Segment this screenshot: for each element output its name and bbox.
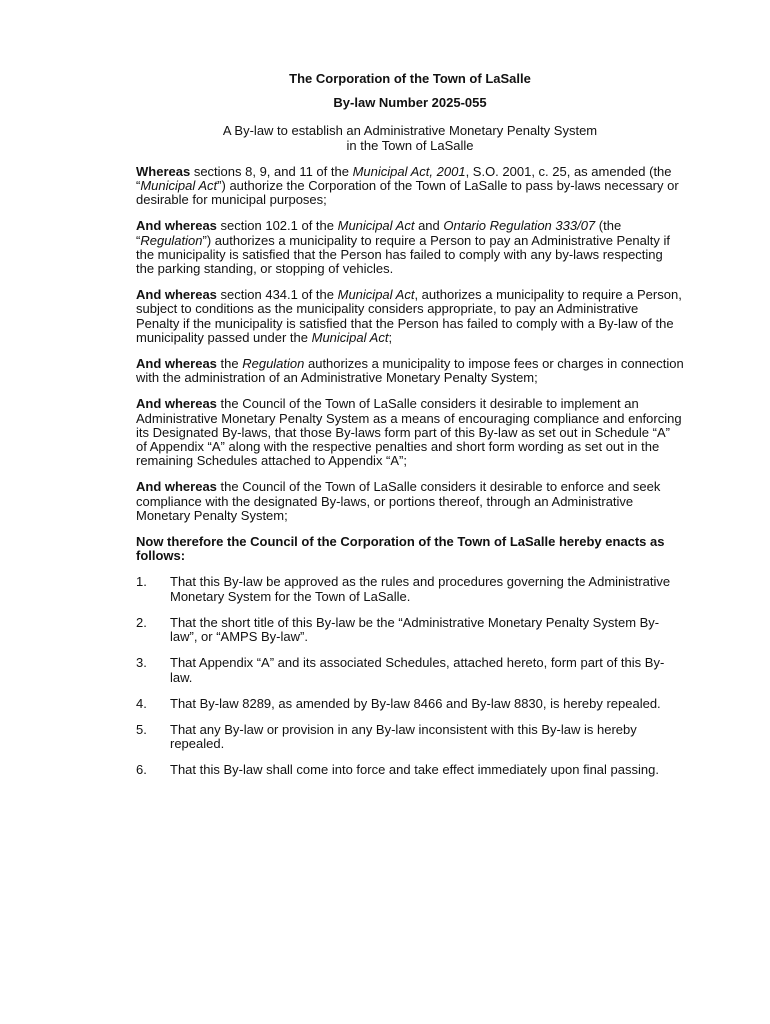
recital-lead: And whereas xyxy=(136,356,217,372)
recital-text: the Council of the Town of LaSalle considers it desirable to implement an Administrative Monetary Penalty System as a means of encouraging compliance and enforcing its Designated By-laws, that those By-laws form part of this By-law as set out in Schedule “A” of Appendix “A” along with the respective penalties and short form wording as set out in the remaining Schedules attached to Appendix “A”; xyxy=(136,396,682,469)
clause-list xyxy=(136,575,684,777)
clause-text: That this By-law be approved as the rules and procedures governing the Administrative Monetary System for the Town of LaSalle. xyxy=(170,574,671,604)
recital-lead: And whereas xyxy=(136,287,217,303)
recital-text: ; xyxy=(388,329,393,345)
recital-text: the Council of the Town of LaSalle considers it desirable to enforce and seek compliance with the designated By-laws, or portions thereof, through an Administrative Monetary Penalty System; xyxy=(136,479,661,523)
recital-text: and xyxy=(414,218,444,234)
enacting-clause: Now therefore the Council of the Corporation of the Town of LaSalle hereby enacts as follows: xyxy=(136,534,665,564)
recital-paragraph xyxy=(136,357,684,385)
subtitle-line-1: A By-law to establish an Administrative Monetary Penalty System xyxy=(222,123,598,139)
clause-text: That the short title of this By-law be the “Administrative Monetary Penalty System By-law”, or “AMPS By-law”. xyxy=(170,614,660,645)
recital-lead: And whereas xyxy=(136,479,217,495)
clause-number: 5. xyxy=(136,721,147,737)
list-item xyxy=(136,575,684,603)
recital-text: section 434.1 of the xyxy=(216,287,338,303)
list-item xyxy=(136,763,684,777)
recital-italic: Municipal Act xyxy=(140,178,218,194)
recital-text: sections 8, 9, and 11 of the xyxy=(190,163,353,179)
document-title: The Corporation of the Town of LaSalle xyxy=(289,71,531,86)
recital-lead: And whereas xyxy=(136,218,217,234)
document-page xyxy=(136,72,684,790)
recital-text: ”) authorize the Corporation of the Town of LaSalle to pass by-laws necessary or desirable for municipal purposes; xyxy=(136,178,679,208)
recital-paragraph xyxy=(136,219,684,276)
recital-text: section 102.1 of the xyxy=(216,218,338,234)
recital-italic: Ontario Regulation 333/07 xyxy=(443,218,596,234)
clause-text: That Appendix “A” and its associated Schedules, attached hereto, form part of this By-law. xyxy=(170,655,665,685)
recital-paragraph xyxy=(136,397,684,468)
clause-text: That any By-law or provision in any By-law inconsistent with this By-law is hereby repealed. xyxy=(170,721,637,752)
recital-italic: Regulation xyxy=(242,356,305,372)
recital-italic: Regulation xyxy=(140,232,203,248)
list-item xyxy=(136,616,684,644)
recital-italic: Municipal Act xyxy=(337,287,415,303)
recital-italic: Municipal Act, 2001 xyxy=(352,163,466,179)
recital-lead: Whereas xyxy=(136,163,191,179)
recital-italic: Municipal Act xyxy=(311,329,389,345)
clause-text: That this By-law shall come into force and take effect immediately upon final passing. xyxy=(170,762,659,778)
bylaw-subtitle xyxy=(136,124,684,152)
recital-text: authorizes a municipality to impose fees or charges in connection with the administration of an Administrative Monetary Penalty System; xyxy=(136,356,684,386)
recital-text: , S.O. 2001, c. 25, as amended (the “ xyxy=(136,163,672,194)
recital-paragraph xyxy=(136,165,684,208)
clause-number: 2. xyxy=(136,614,147,630)
clause-text: That By-law 8289, as amended by By-law 8466 and By-law 8830, is hereby repealed. xyxy=(170,695,661,711)
clause-number: 6. xyxy=(136,762,147,778)
recital-italic: Municipal Act xyxy=(337,218,415,234)
recital-text: , authorizes a municipality to require a Person, subject to conditions as the municipality considers appropriate, to pay an Administrative Penalty if the municipality is satisfied that the Person has failed to comply with a By-law of the municipality passed under the xyxy=(136,287,682,345)
recital-paragraph xyxy=(136,288,684,345)
recital-text: ”) authorizes a municipality to require a Person to pay an Administrative Penalty if the municipality is satisfied that the Person has failed to comply with any by-laws respecting the parking standing, or stopping of vehicles. xyxy=(136,232,671,277)
recital-text: the xyxy=(216,356,243,372)
list-item xyxy=(136,656,684,684)
subtitle-line-2: in the Town of LaSalle xyxy=(346,137,474,153)
recital-paragraph xyxy=(136,480,684,523)
recital-lead: And whereas xyxy=(136,396,217,412)
list-item xyxy=(136,723,684,751)
clause-number: 4. xyxy=(136,695,147,711)
clause-number: 1. xyxy=(136,574,147,590)
bylaw-number: By-law Number 2025-055 xyxy=(333,95,487,111)
list-item xyxy=(136,697,684,711)
recital-text: (the “ xyxy=(136,218,622,248)
clause-number: 3. xyxy=(136,655,147,671)
